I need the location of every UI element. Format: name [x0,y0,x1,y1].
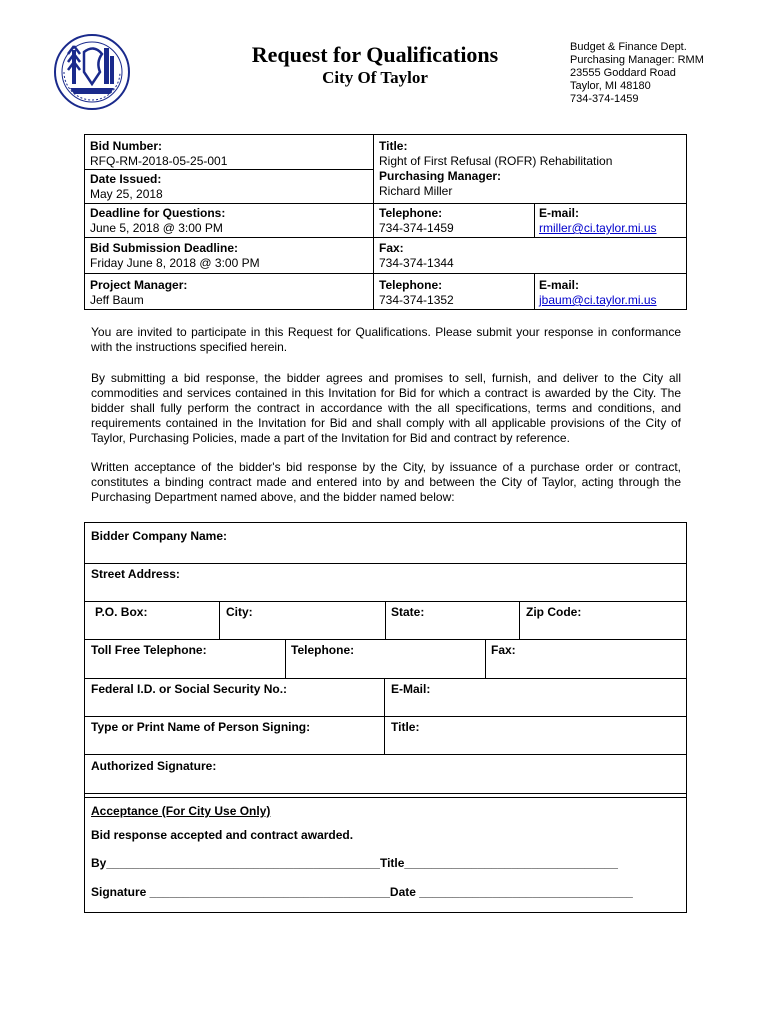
acceptance-heading: Acceptance (For City Use Only) [91,804,271,818]
deadline-questions-label: Deadline for Questions: [90,206,226,220]
dept-line: Purchasing Manager: RMM [570,54,704,66]
date-issued-value: May 25, 2018 [90,187,163,201]
toll-free-telephone-field[interactable]: Toll Free Telephone: [91,643,207,657]
dept-line: Taylor, MI 48180 [570,80,651,92]
accepted-text: Bid response accepted and contract awarded. [91,828,354,842]
dept-line: Budget & Finance Dept. [570,41,687,53]
telephone-value: 734-374-1352 [379,293,454,307]
dept-line: 23555 Goddard Road [570,67,676,79]
page-title: Request for Qualifications [251,42,499,67]
email-field[interactable]: E-Mail: [391,682,431,696]
project-manager-label: Project Manager: [90,278,188,292]
signature-date-line[interactable]: Signature ____________________________________Date ________________________________ [91,885,633,899]
telephone-label: Telephone: [379,278,443,292]
city-seal-logo [52,32,132,112]
bid-deadline-label: Bid Submission Deadline: [90,241,239,255]
bid-number-label: Bid Number: [90,139,162,153]
fax-value: 734-374-1344 [379,256,454,270]
bid-deadline-value: Friday June 8, 2018 @ 3:00 PM [90,256,260,270]
department-address [570,41,704,106]
email-link[interactable]: jbaum@ci.taylor.mi.us [539,293,657,307]
bidder-form [84,522,687,913]
date-issued-label: Date Issued: [90,172,162,186]
city-field[interactable]: City: [226,605,253,619]
zip-code-field[interactable]: Zip Code: [526,605,582,619]
dept-line: 734-374-1459 [570,93,639,105]
intro-paragraph: You are invited to participate in this Request for Qualifications. Please submit your response in conformance with the instructions specified herein. [91,325,681,354]
authorized-signature-field[interactable]: Authorized Signature: [91,759,217,773]
company-name-field[interactable]: Bidder Company Name: [91,529,228,543]
telephone-field[interactable]: Telephone: [291,643,355,657]
email-link[interactable]: rmiller@ci.taylor.mi.us [539,221,657,235]
street-address-field[interactable]: Street Address: [91,567,180,581]
bid-number-value: RFQ-RM-2018-05-25-001 [90,154,228,168]
telephone-value: 734-374-1459 [379,221,454,235]
page-subtitle: City Of Taylor [322,68,428,87]
email-label: E-mail: [539,206,580,220]
person-signing-field[interactable]: Type or Print Name of Person Signing: [91,720,311,734]
terms-paragraph: By submitting a bid response, the bidder agrees and promises to sell, furnish, and deliver to the City all commodities and services contained in this Invitation for Bid for which a contract is awarded by the City. The bidder shall fully perform the contract in accordance with the all specifications, terms and conditions, and requirements contained in the Invitation for Bid and shall comply with all applicable provisions of the City of Taylor, Purchasing Policies, made a part of the Invitation for Bid and contract by reference. [91,371,681,445]
acceptance-paragraph: Written acceptance of the bidder's bid response by the City, by issuance of a purchase order or contract, constitutes a binding contract made and entered into by and between the City of Taylor, acting through the Purchasing Department named above, and the bidder named below: [91,460,681,504]
purchasing-manager-label: Purchasing Manager: [379,169,502,183]
title-label: Title: [379,139,408,153]
email-label: E-mail: [539,278,580,292]
telephone-label: Telephone: [379,206,443,220]
po-box-field[interactable]: P.O. Box: [95,605,148,619]
fax-field[interactable]: Fax: [491,643,516,657]
title-field[interactable]: Title: [391,720,420,734]
title-value: Right of First Refusal (ROFR) Rehabilitation [379,154,613,168]
deadline-questions-value: June 5, 2018 @ 3:00 PM [90,221,223,235]
bid-info-table [84,134,687,310]
fax-label: Fax: [379,241,404,255]
state-field[interactable]: State: [391,605,425,619]
project-manager-value: Jeff Baum [90,293,144,307]
federal-id-field[interactable]: Federal I.D. or Social Security No.: [91,682,288,696]
by-title-line[interactable]: By_________________________________________Title________________________________ [91,856,618,870]
purchasing-manager-value: Richard Miller [379,184,453,198]
